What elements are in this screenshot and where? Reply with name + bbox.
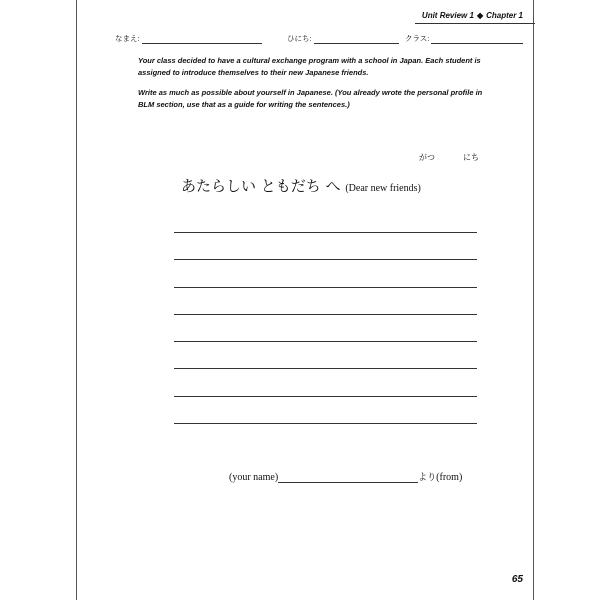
page-number: 65 [511,574,523,585]
instruction-paragraph-1: Your class decided to have a cultural exchange program with a school in Japan. Each student is assigned to introduce themselves to their new Japanese friends. [138,56,481,77]
class-input-line[interactable] [431,36,523,44]
name-input-line[interactable] [142,36,262,44]
writing-line[interactable] [174,259,477,260]
writing-line[interactable] [174,341,477,342]
worksheet-page [76,0,534,600]
writing-line[interactable] [174,287,477,288]
month-label: がつ [419,153,435,162]
name-field [115,33,262,44]
diamond-icon: ◆ [476,11,484,20]
writing-line[interactable] [174,423,477,424]
day-label: にち [463,153,479,162]
signature-yori: より [418,473,437,483]
signature-input-line[interactable] [278,473,418,483]
greeting-japanese: あたらしい ともだち へ [181,177,341,195]
signature-suffix: (from) [436,472,463,483]
signature-prefix: (your name) [229,472,279,483]
writing-line[interactable] [174,314,477,315]
name-label: なまえ: [115,34,140,43]
class-field [405,33,523,44]
date-label: ひにち: [287,34,312,43]
unit-label: Unit Review 1 [421,11,474,20]
class-label: クラス: [405,34,430,43]
signature-line [229,470,462,483]
page-header [422,11,523,20]
chapter-label: Chapter 1 [486,11,523,20]
greeting-english: (Dear new friends) [345,183,421,194]
writing-line[interactable] [174,232,477,233]
instruction-paragraph-2: Write as much as possible about yourself in Japanese. (You already wrote the personal profile in BLM section, use that as a guide for writing the sentences.) [138,88,483,109]
date-input-line[interactable] [314,36,399,44]
letter-greeting [181,175,421,196]
date-field [287,33,399,44]
header-rule [415,23,535,24]
writing-line[interactable] [174,396,477,397]
writing-line[interactable] [174,368,477,369]
